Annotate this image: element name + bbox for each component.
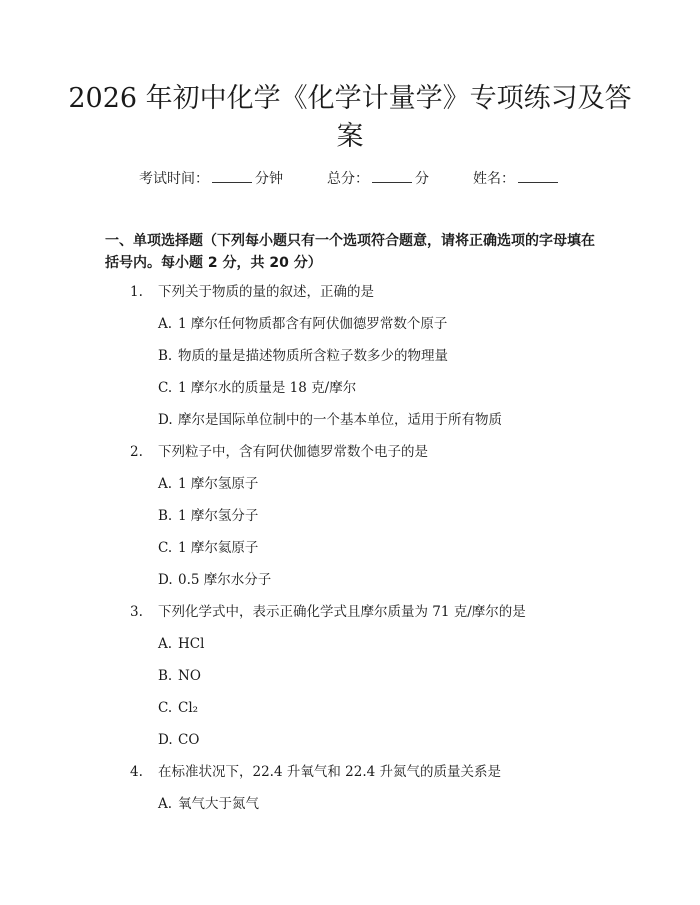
exam-info-row (0, 168, 700, 188)
question-number: 3. (130, 604, 143, 620)
option-4a (158, 794, 259, 814)
question-2 (130, 442, 428, 462)
option-text: 1 摩尔氦原子 (178, 540, 259, 556)
option-text: 1 摩尔氢分子 (178, 508, 259, 524)
question-number: 4. (130, 764, 143, 780)
question-4 (130, 762, 501, 782)
option-letter: C. (158, 700, 173, 716)
option-2b (158, 506, 258, 526)
option-1a (158, 314, 447, 334)
page-title: 2026 年初中化学《化学计量学》专项练习及答案 (68, 83, 632, 152)
option-text: HCl (178, 636, 205, 652)
option-2c (158, 538, 258, 558)
option-letter: D. (158, 732, 173, 748)
student-name-field (473, 168, 561, 188)
exam-time-unit: 分钟 (255, 171, 283, 187)
option-letter: B. (158, 348, 173, 364)
option-text: 氧气大于氮气 (178, 796, 259, 812)
question-1 (130, 282, 374, 302)
exam-time-blank (212, 182, 252, 183)
option-text: 0.5 摩尔水分子 (178, 572, 272, 588)
option-text: 1 摩尔水的质量是 18 克/摩尔 (178, 380, 357, 396)
option-letter: A. (158, 636, 173, 652)
option-text: 1 摩尔氢原子 (178, 476, 259, 492)
option-1c (158, 378, 356, 398)
question-number: 1. (130, 284, 143, 300)
option-letter: D. (158, 572, 173, 588)
option-letter: C. (158, 380, 173, 396)
option-text: 1 摩尔任何物质都含有阿伏伽德罗常数个原子 (178, 316, 448, 332)
question-stem: 在标准状况下，22.4 升氧气和 22.4 升氮气的质量关系是 (158, 764, 501, 780)
option-text: CO (178, 732, 200, 748)
total-score-blank (372, 182, 412, 183)
question-3 (130, 602, 526, 622)
option-3a (158, 634, 204, 654)
option-letter: B. (158, 508, 173, 524)
option-letter: D. (158, 412, 173, 428)
section-heading-single-choice: 一、单项选择题（下列每小题只有一个选项符合题意，请将正确选项的字母填在括号内。每小题 2 分，共 20 分） (105, 233, 595, 271)
option-letter: B. (158, 668, 173, 684)
exam-time-field (139, 168, 283, 188)
option-text: 物质的量是描述物质所含粒子数多少的物理量 (178, 348, 448, 364)
question-stem: 下列关于物质的量的叙述，正确的是 (158, 284, 374, 300)
option-2d (158, 570, 271, 590)
student-name-blank (518, 182, 558, 183)
option-letter: A. (158, 316, 173, 332)
option-text: 摩尔是国际单位制中的一个基本单位，适用于所有物质 (178, 412, 502, 428)
option-text: NO (178, 668, 201, 684)
option-1d (158, 410, 502, 430)
total-score-field (327, 168, 429, 188)
option-3b (158, 666, 201, 686)
option-3d (158, 730, 199, 750)
question-stem: 下列化学式中，表示正确化学式且摩尔质量为 71 克/摩尔的是 (158, 604, 526, 620)
student-name-label: 姓名： (473, 171, 515, 187)
option-3c (158, 698, 198, 718)
option-letter: A. (158, 796, 173, 812)
option-letter: C. (158, 540, 173, 556)
option-1b (158, 346, 448, 366)
option-text: Cl₂ (178, 700, 199, 716)
option-letter: A. (158, 476, 173, 492)
question-number: 2. (130, 444, 143, 460)
exam-time-label: 考试时间： (139, 171, 209, 187)
total-score-label: 总分： (327, 171, 369, 187)
option-2a (158, 474, 258, 494)
question-stem: 下列粒子中，含有阿伏伽德罗常数个电子的是 (158, 444, 428, 460)
total-score-unit: 分 (415, 171, 429, 187)
